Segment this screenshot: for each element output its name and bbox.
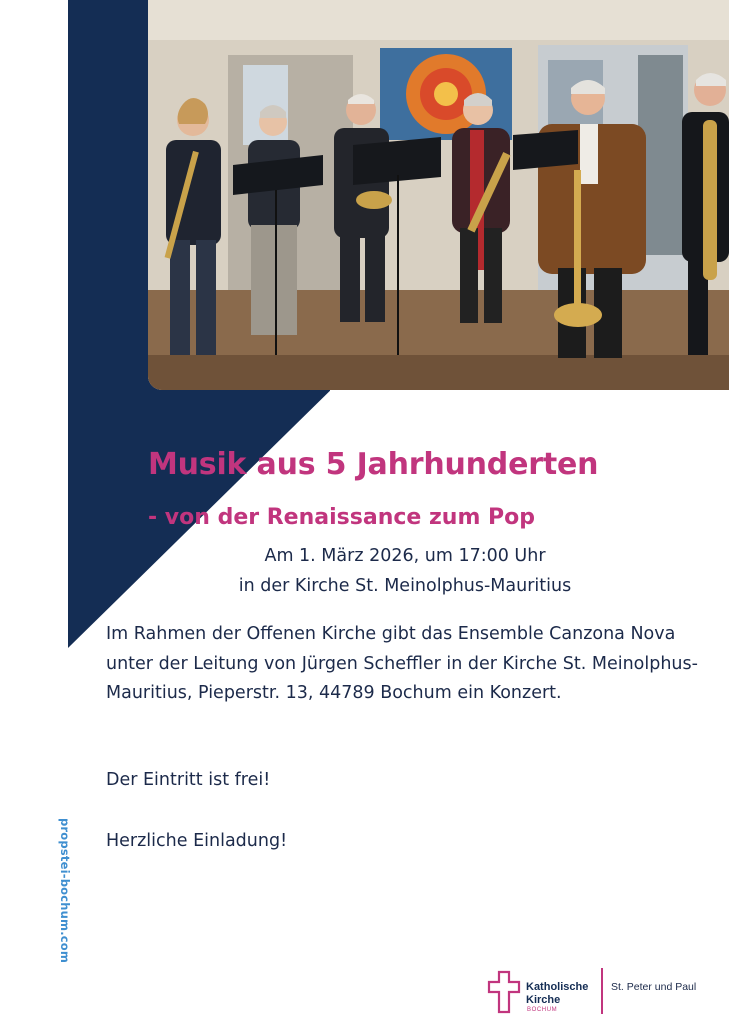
- entry-note: Der Eintritt ist frei!: [106, 770, 271, 790]
- invitation-note: Herzliche Einladung!: [106, 831, 288, 851]
- parish-name: St. Peter und Paul: [611, 981, 697, 993]
- event-subheadline: - von der Renaissance zum Pop: [148, 505, 536, 530]
- cross-icon: [487, 970, 521, 1018]
- logo-text-line1: Katholische: [526, 981, 589, 993]
- event-date-time: Am 1. März 2026, um 17:00 Uhr: [264, 546, 546, 566]
- logo-divider: [601, 968, 603, 1014]
- event-description: Im Rahmen der Offenen Kirche gibt das Ensemble Canzona Nova unter der Leitung von Jürgen Scheffler in der Kirche St. Meinolphus-Mauritius, Pieperstr. 13, 44789 Bochum ein Konzert.: [106, 624, 698, 703]
- ensemble-photo: [148, 0, 729, 390]
- logo-text-line2: Kirche: [526, 994, 561, 1006]
- logo-city: BOCHUM: [527, 1007, 558, 1013]
- event-venue: in der Kirche St. Meinolphus-Mauritius: [238, 576, 572, 596]
- event-headline: Musik aus 5 Jahrhunderten: [148, 447, 599, 482]
- website-link[interactable]: propstei-bochum.com: [58, 818, 72, 964]
- footer-logo: [487, 966, 717, 1016]
